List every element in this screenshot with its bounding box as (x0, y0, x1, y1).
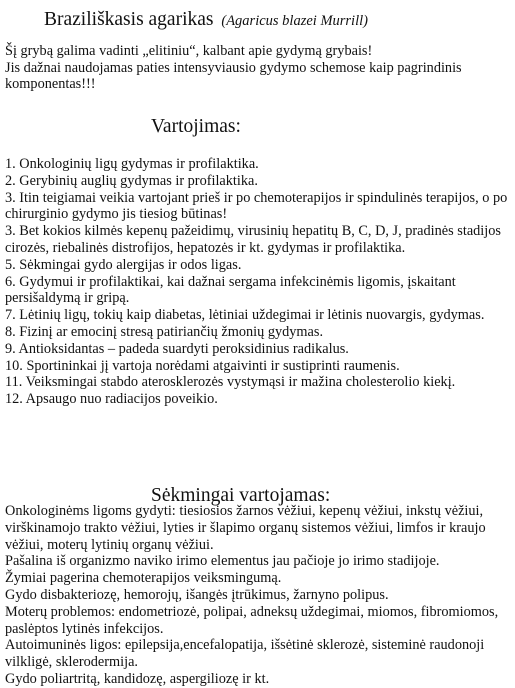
paragraph: Onkologinėms ligoms gydyti: tiesiosios žarnos vėžiui, kepenų vėžiui, inkstų vėžiui, virškinamojo trakto vėžiui, lyties ir šlapimo organų sistemos vėžiui, limfos ir kraujo vėžiui, moterų lytinių organų vėžiui. (5, 503, 486, 553)
paragraph: Gydo disbakteriozę, hemorojų, išangės įtrūkimus, žarnyno polipus. (5, 586, 389, 603)
paragraph: Pašalina iš organizmo naviko irimo elementus jau pačioje jo irimo stadijoje. (5, 553, 440, 570)
list-item: 12. Apsaugo nuo radiacijos poveikio. (5, 391, 218, 408)
usage-list (5, 156, 513, 408)
list-item: 7. Lėtinių ligų, tokių kaip diabetas, lėtiniai uždegimai ir lėtinis nuovargis, gydymas. (5, 307, 485, 324)
paragraph: Gydo poliartritą, kandidozę, aspergiliozę ir kt. (5, 670, 270, 687)
list-item: 3. Bet kokios kilmės kepenų pažeidimų, virusinių hepatitų B, C, D, J, pradinės stadijos cirozės, riebalinės distrofijos, hepatozės ir kt. gydymas ir profilaktika. (5, 223, 501, 256)
list-item: 10. Sportininkai jį vartoja norėdami atgaivinti ir sustiprinti raumenis. (5, 357, 400, 374)
title-latin-name: (Agaricus blazei Murrill) (221, 13, 368, 29)
intro-line: Šį grybą galima vadinti „elitiniu“, kalbant apie gydymą grybais! (5, 43, 373, 59)
list-item: 5. Sėkmingai gydo alergijas ir odos ligas. (5, 256, 242, 273)
list-item: 9. Antioksidantas – padeda suardyti peroksidinius radikalus. (5, 340, 349, 357)
list-item: 8. Fizinį ar emocinį stresą patiriančių žmonių gydymas. (5, 323, 324, 340)
paragraph: Autoimuninės ligos: epilepsija,encefalopatija, išsėtinė sklerozė, sisteminė raudonoji vilkligė, sklerodermija. (5, 637, 485, 671)
list-item: 3. Itin teigiamai veikia vartojant prieš ir po chemoterapijos ir spindulinės terapijos, o po chirurginio gydymo jis tiesiog būtinas! (5, 189, 508, 223)
paragraph: Žymiai pagerina chemoterapijos veiksmingumą. (5, 570, 282, 587)
success-paragraphs (5, 503, 513, 688)
document-title (44, 9, 368, 31)
list-item: 11. Veiksmingai stabdo aterosklerozės vystymąsi ir mažina cholesterolio kiekį. (5, 374, 456, 391)
paragraph: Moterų problemos: endometriozė, polipai, adneksų uždegimai, miomos, fibromiomos, paslėptos lytinės infekcijos. (5, 603, 499, 637)
list-item: 2. Gerybinių auglių gydymas ir profilaktika. (5, 172, 258, 189)
intro-text (5, 43, 510, 93)
section-heading-sekmingai: Sėkmingai vartojamas: (151, 485, 331, 506)
intro-line: Jis dažnai naudojamas paties intensyviausio gydymo schemose kaip pagrindinis komponentas!!! (5, 59, 462, 92)
list-item: 1. Onkologinių ligų gydymas ir profilaktika. (5, 156, 259, 172)
list-item: 6. Gydymui ir profilaktikai, kai dažnai sergama infekcinėmis ligomis, įskaitant persišaldymą ir gripą. (5, 273, 456, 307)
section-heading-vartojimas: Vartojimas: (151, 116, 241, 137)
title-main: Braziliškasis agarikas (44, 9, 214, 30)
